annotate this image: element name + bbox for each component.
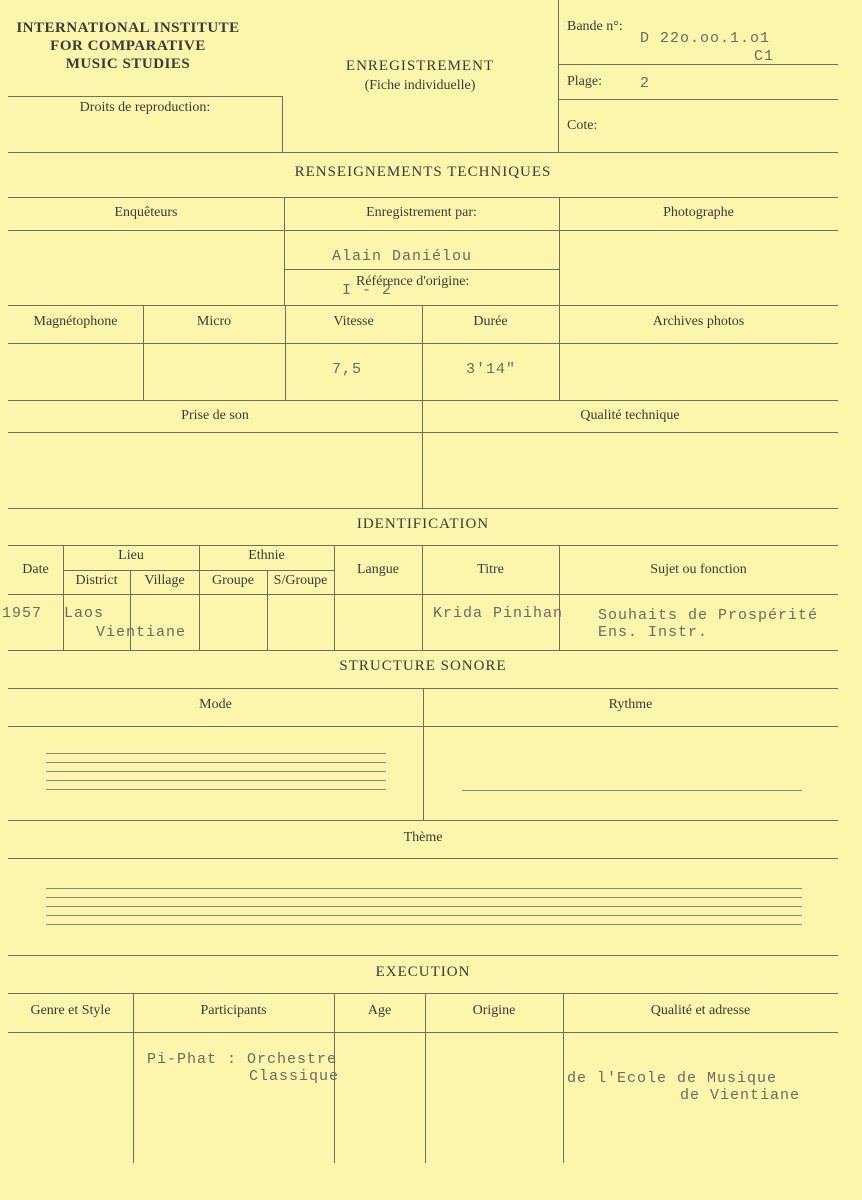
village-value: Vientiane [96,624,187,641]
staff-line [46,888,802,889]
village-label: Village [144,573,185,588]
participants-label: Participants [200,1003,267,1018]
vitesse-value: 7,5 [332,361,363,378]
langue-label: Langue [357,562,399,577]
divider [559,305,560,400]
divider [8,343,838,344]
institute-line-3: MUSIC STUDIES [65,56,191,72]
micro-label: Micro [196,314,232,329]
institute-line-2: FOR COMPARATIVE [50,38,206,54]
plage-value: 2 [640,75,651,92]
divider [558,64,838,65]
structure-heading: STRUCTURE SONORE [339,658,507,674]
divider [334,545,335,650]
divider [8,96,282,97]
divider [8,594,838,595]
divider [133,993,134,1163]
divider [143,305,144,400]
mode-label: Mode [199,697,232,712]
qualite-technique-label: Qualité technique [580,408,680,423]
ethnie-label: Ethnie [248,548,285,563]
divider [8,400,838,401]
divider [559,197,560,305]
divider [425,993,426,1163]
divider [8,230,838,231]
divider [422,305,423,400]
staff-line [46,789,386,790]
divider [558,99,838,100]
origine-label: Origine [472,1003,516,1018]
institute-line-1: INTERNATIONAL INSTITUTE [16,20,240,36]
sgroupe-label: S/Groupe [273,573,328,588]
staff-line [46,771,386,772]
archives-label: Archives photos [652,314,745,329]
rhythm-line [462,790,802,791]
divider [559,545,560,650]
sujet-label: Sujet ou fonction [650,562,747,577]
recorder-value: Alain Daniélou [332,248,473,265]
plage-label: Plage: [567,74,602,89]
divider [8,820,838,821]
titre-value: Krida Pinihan [433,605,564,622]
district-value: Laos [64,605,105,622]
divider [422,400,423,508]
divider [8,545,838,546]
photographe-label: Photographe [663,205,734,220]
genre-label: Genre et Style [30,1003,111,1018]
adresse-value-1: de l'Ecole de Musique [567,1070,778,1087]
identification-heading: IDENTIFICATION [356,516,490,532]
reference-value: I - 2 [342,282,393,299]
divider [8,858,838,859]
divider [285,305,286,400]
divider [8,152,838,153]
age-label: Age [367,1003,392,1018]
adresse-value-2: de Vientiane [680,1087,801,1104]
date-label: Date [22,562,49,577]
sujet-value-1: Souhaits de Prospérité [598,607,819,624]
bande-value-suffix: C1 [754,48,775,65]
staff-line [46,915,802,916]
groupe-label: Groupe [212,573,254,588]
cote-label: Cote: [567,118,598,133]
staff-line [46,897,802,898]
divider [267,570,268,650]
staff-line [46,753,386,754]
divider [422,545,423,650]
theme-label: Thème [403,830,443,845]
bande-label: Bande n°: [567,19,623,34]
divider [563,993,564,1163]
reference-label: Référence d'origine: [356,274,470,289]
staff-line [46,780,386,781]
execution-heading: EXECUTION [375,964,471,980]
vitesse-label: Vitesse [333,314,374,329]
rights-label: Droits de reproduction: [79,100,211,115]
qualite-adresse-label: Qualité et adresse [650,1003,751,1018]
divider [282,96,283,152]
rythme-label: Rythme [608,697,653,712]
participants-value-1: Pi-Phat : Orchestre [147,1051,338,1068]
divider [284,269,559,270]
form-title: ENREGISTREMENT [345,58,495,74]
bande-value: D 22o.oo.1.o1 [640,30,771,47]
date-value: 1957 [2,605,43,622]
district-label: District [75,573,118,588]
staff-line [46,906,802,907]
divider [558,0,559,152]
duree-value: 3'14" [466,361,517,378]
lieu-label: Lieu [118,548,144,563]
divider [8,508,838,509]
divider [8,650,838,651]
form-subtitle: (Fiche individuelle) [364,78,476,93]
staff-line [46,924,802,925]
divider [199,545,200,650]
divider [63,545,64,650]
prise-label: Prise de son [181,408,249,423]
enregistrement-label: Enregistrement par: [366,205,477,220]
titre-label: Titre [477,562,504,577]
divider [8,432,838,433]
divider [8,305,838,306]
enqueteurs-label: Enquêteurs [114,205,178,220]
divider [8,955,838,956]
magnetophone-label: Magnétophone [33,314,118,329]
duree-label: Durée [473,314,508,329]
divider [8,197,838,198]
staff-line [46,762,386,763]
technical-heading: RENSEIGNEMENTS TECHNIQUES [294,164,552,180]
participants-value-2: Classique [249,1068,340,1085]
divider [284,197,285,305]
sujet-value-2: Ens. Instr. [598,624,709,641]
divider [423,688,424,820]
